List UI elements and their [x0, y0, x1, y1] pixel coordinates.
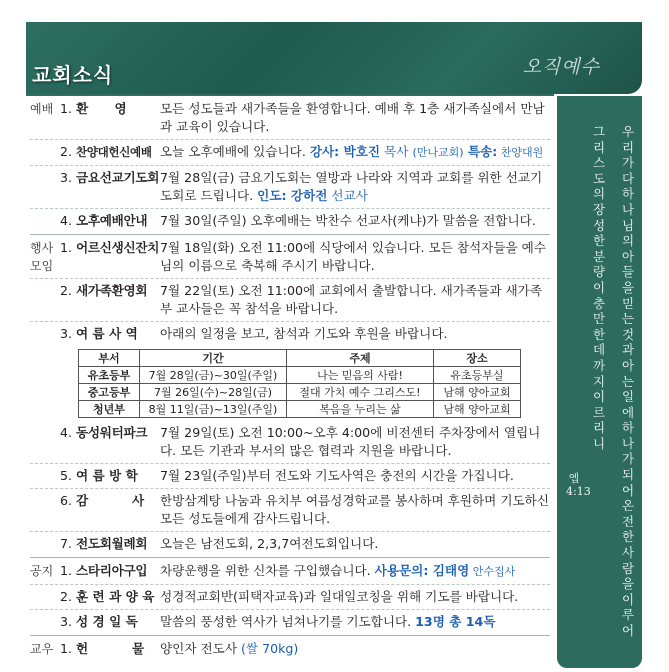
scripture-char: 하	[621, 420, 635, 436]
leader-name: 인도: 강하전	[257, 188, 328, 203]
item-label: 전도회월례회	[76, 536, 148, 551]
scripture-sidebar	[557, 96, 642, 668]
item-label: 금요선교기도회	[76, 170, 160, 185]
news-item-monthly-meeting	[30, 535, 550, 553]
news-item-summer-ministry	[30, 325, 550, 343]
item-label: 여 름 사 역	[76, 326, 138, 341]
news-item-summer-break	[30, 467, 550, 485]
scripture-char: 한	[592, 326, 606, 342]
item-number: 1.	[60, 563, 73, 578]
scripture-char: 가	[621, 451, 635, 467]
scripture-char: 다	[621, 170, 635, 186]
scripture-char: 에	[621, 404, 635, 420]
divider	[30, 609, 550, 610]
news-item-offering	[30, 640, 550, 658]
item-label: 여 름 방 학	[76, 468, 138, 483]
special-label: 특송:	[463, 144, 498, 159]
news-item-waterpark	[30, 424, 550, 460]
scripture-char: 어	[621, 482, 635, 498]
scripture-char: 가	[621, 155, 635, 171]
offering-detail: (쌀 70kg)	[241, 641, 299, 656]
category-members: 교우	[30, 642, 54, 656]
item-text: 7월 23일(주일)부터 전도와 기도사역은 충전의 시간을 가집니다.	[160, 468, 514, 483]
scripture-char: 이	[621, 591, 635, 607]
item-number: 7.	[60, 536, 73, 551]
item-text: 7월 28일(금) 금요기도회는 열방과 나라와 지역과 교회를 위한 선교기도회로 드립니다.	[160, 170, 543, 203]
divider	[26, 94, 554, 96]
news-item-choir	[30, 143, 550, 162]
section-divider	[30, 234, 550, 235]
item-text: 7월 18일(화) 오전 11:00에 식당에서 있습니다. 모든 참석자들을 예수님의 이름으로 축복해 주시기 바랍니다.	[160, 240, 546, 273]
divider	[30, 139, 550, 140]
item-label: 오후예배안내	[76, 213, 148, 228]
column-header: 기간	[140, 350, 287, 367]
item-number: 6.	[60, 493, 73, 508]
scripture-char: 장	[592, 201, 606, 217]
scripture-char: 님	[621, 217, 635, 233]
item-text: 양인자 전도사	[160, 641, 241, 656]
speaker-title: 목사	[380, 144, 413, 159]
category-worship: 예배	[30, 102, 54, 116]
divider	[30, 278, 550, 279]
scripture-char: 의	[621, 233, 635, 249]
news-item-elder-birthday	[30, 239, 550, 275]
item-number: 3.	[60, 614, 73, 629]
table-row	[79, 384, 521, 401]
scripture-char: 과	[621, 342, 635, 358]
scripture-char: 는	[621, 373, 635, 389]
scripture-reference	[566, 472, 591, 498]
scripture-char: 리	[621, 139, 635, 155]
header-banner	[26, 22, 642, 94]
item-label: 환 영	[76, 101, 127, 116]
divider	[30, 208, 550, 209]
scripture-char: 우	[621, 124, 635, 139]
table-cell: 남해 양아교회	[434, 401, 521, 418]
scripture-char: 믿	[621, 295, 635, 311]
leader-title: 선교사	[327, 188, 368, 203]
column-header: 부서	[79, 350, 140, 367]
item-text: 모든 성도들과 새가족들을 환영합니다. 예배 후 1층 새가족실에서 만남과 교육이 있습니다.	[160, 101, 545, 134]
item-number: 3.	[60, 170, 73, 185]
divider	[30, 463, 550, 464]
item-number: 1.	[60, 240, 73, 255]
item-label: 감 사	[76, 493, 145, 508]
scripture-char: 그	[592, 124, 606, 139]
table-cell: 절대 가치 예수 그리스도!	[287, 384, 434, 401]
table-row	[79, 401, 521, 418]
news-item-bible-reading	[30, 613, 550, 631]
divider	[30, 488, 550, 489]
item-text: 7월 22일(토) 오전 11:00에 교회에서 출발합니다. 새가족들과 새가족부 교사들은 꼭 참석을 바랍니다.	[160, 283, 542, 316]
scripture-char: 한	[621, 529, 635, 545]
contact-name: 사용문의: 김태영	[374, 563, 470, 578]
item-text: 한방삼계탕 나눔과 유치부 여름성경학교를 봉사하며 후원하며 기도하신 모든 성도들에게 감사드립니다.	[160, 493, 549, 526]
news-item-welcome	[30, 100, 550, 136]
section-divider	[30, 557, 550, 558]
table-row	[79, 367, 521, 384]
special-singer: 찬양대원	[497, 146, 544, 159]
scripture-char: 르	[592, 404, 606, 420]
scripture-char: 분	[592, 248, 606, 264]
scripture-char: 지	[592, 373, 606, 389]
scripture-char: 까	[592, 357, 606, 373]
table-cell: 7월 26일(수)~28일(금)	[140, 384, 287, 401]
item-text: 7월 30일(주일) 오후예배는 박찬수 선교사(케냐)가 말씀을 전합니다.	[160, 213, 536, 228]
category-notice: 공지	[30, 564, 54, 578]
item-text: 말씀의 풍성한 역사가 넘쳐나기를 기도합니다.	[160, 614, 416, 629]
scripture-char: 의	[592, 186, 606, 202]
table-cell: 유초등부	[79, 367, 140, 384]
divider	[30, 531, 550, 532]
scripture-char: 나	[621, 201, 635, 217]
news-item-staria	[30, 562, 550, 581]
scripture-char: 도	[592, 170, 606, 186]
page-title: 교회소식	[32, 63, 114, 87]
news-item-thanks	[30, 492, 550, 528]
scripture-char: 충	[592, 295, 606, 311]
scripture-char: 량	[592, 264, 606, 280]
brand-logo: 오직예수	[522, 56, 600, 78]
scripture-char: 리	[592, 420, 606, 436]
table-cell: 나는 믿음의 사람!	[287, 367, 434, 384]
table-cell: 남해 양아교회	[434, 384, 521, 401]
divider	[30, 584, 550, 585]
item-label: 훈 련 과 양 육	[76, 589, 155, 604]
item-number: 4.	[60, 425, 73, 440]
section-divider	[30, 635, 550, 636]
contact-title: 안수집사	[469, 565, 516, 578]
scripture-char: 데	[592, 342, 606, 358]
scripture-char: 만	[592, 311, 606, 327]
speaker-church: (만나교회)	[412, 146, 464, 159]
news-list	[30, 100, 550, 658]
news-item-training	[30, 588, 550, 606]
scripture-char: 는	[621, 311, 635, 327]
table-cell: 청년부	[79, 401, 140, 418]
scripture-char: 아	[621, 248, 635, 264]
column-header: 주제	[287, 350, 434, 367]
item-text: 차량운행을 위한 신차를 구입했습니다.	[160, 563, 375, 578]
item-label: 찬양대헌신예배	[76, 145, 152, 159]
reading-count: 13명 총 14독	[415, 614, 496, 629]
scripture-char: 을	[621, 576, 635, 592]
scripture-char: 니	[592, 435, 606, 451]
table-cell: 복음을 누리는 삶	[287, 401, 434, 418]
scripture-char: 들	[621, 264, 635, 280]
divider	[30, 165, 550, 166]
scripture-char: 온	[621, 498, 635, 514]
table-cell: 7월 28일(금)~30일(주일)	[140, 367, 287, 384]
scripture-char: 이	[592, 279, 606, 295]
scripture-char: 스	[592, 155, 606, 171]
divider	[30, 321, 550, 322]
table-cell: 8월 11일(금)~13일(주일)	[140, 401, 287, 418]
item-number: 2.	[60, 144, 73, 159]
news-item-afternoon-service	[30, 212, 550, 230]
scripture-char: 되	[621, 467, 635, 483]
scripture-char: 3	[583, 485, 591, 498]
item-number: 1.	[60, 101, 73, 116]
scripture-char: 아	[621, 357, 635, 373]
scripture-char: 1	[576, 485, 584, 498]
scripture-char: 엡	[568, 472, 580, 485]
item-label: 성 경 일 독	[76, 614, 138, 629]
scripture-column-2	[590, 124, 608, 451]
scripture-char: 람	[621, 560, 635, 576]
scripture-char: 이	[592, 389, 606, 405]
item-text: 오늘 오후예배에 있습니다.	[160, 144, 310, 159]
scripture-char: :	[573, 485, 577, 498]
item-label: 헌 물	[76, 641, 145, 656]
scripture-char: 나	[621, 435, 635, 451]
scripture-char: 리	[592, 139, 606, 155]
scripture-char: 하	[621, 186, 635, 202]
column-header: 장소	[434, 350, 521, 367]
item-text: 성경적교회반(피택자교육)과 일대일코칭을 위해 기도를 바랍니다.	[160, 589, 519, 604]
item-label: 스타리아구입	[76, 563, 148, 578]
item-label: 어르신생신잔치	[76, 240, 160, 255]
category-events: 행사모임	[30, 241, 54, 273]
item-label: 새가족환영회	[76, 283, 148, 298]
scripture-char: 을	[621, 279, 635, 295]
item-label: 동성워터파크	[76, 425, 148, 440]
item-number: 3.	[60, 326, 73, 341]
item-text: 오늘은 남전도회, 2,3,7여전도회입니다.	[160, 536, 379, 551]
table-header-row	[79, 350, 521, 367]
scripture-char: 전	[621, 513, 635, 529]
scripture-char: 것	[621, 326, 635, 342]
scripture-char: 어	[621, 623, 635, 638]
summer-schedule-table	[78, 349, 521, 418]
item-number: 2.	[60, 589, 73, 604]
news-item-friday-prayer	[30, 169, 550, 205]
scripture-column-1	[619, 124, 637, 639]
table-cell: 유초등부실	[434, 367, 521, 384]
item-text: 아래의 일정을 보고, 참석과 기도와 후원을 바랍니다.	[160, 326, 448, 341]
scripture-char: 루	[621, 607, 635, 623]
scripture-char: 일	[621, 389, 635, 405]
scripture-char: 4	[566, 485, 573, 498]
item-number: 4.	[60, 213, 73, 228]
item-number: 2.	[60, 283, 73, 298]
speaker-name: 강사: 박호진	[309, 144, 381, 159]
table-cell: 중고등부	[79, 384, 140, 401]
scripture-char: 사	[621, 545, 635, 561]
item-number: 1.	[60, 641, 73, 656]
item-text: 7월 29일(토) 오전 10:00~오후 4:00에 비전센터 주차장에서 열립니다. 모든 기관과 부서의 많은 협력과 지원을 바랍니다.	[160, 425, 541, 458]
scripture-char: 성	[592, 217, 606, 233]
item-number: 5.	[60, 468, 73, 483]
news-item-newcomer-party	[30, 282, 550, 318]
scripture-char: 한	[592, 233, 606, 249]
